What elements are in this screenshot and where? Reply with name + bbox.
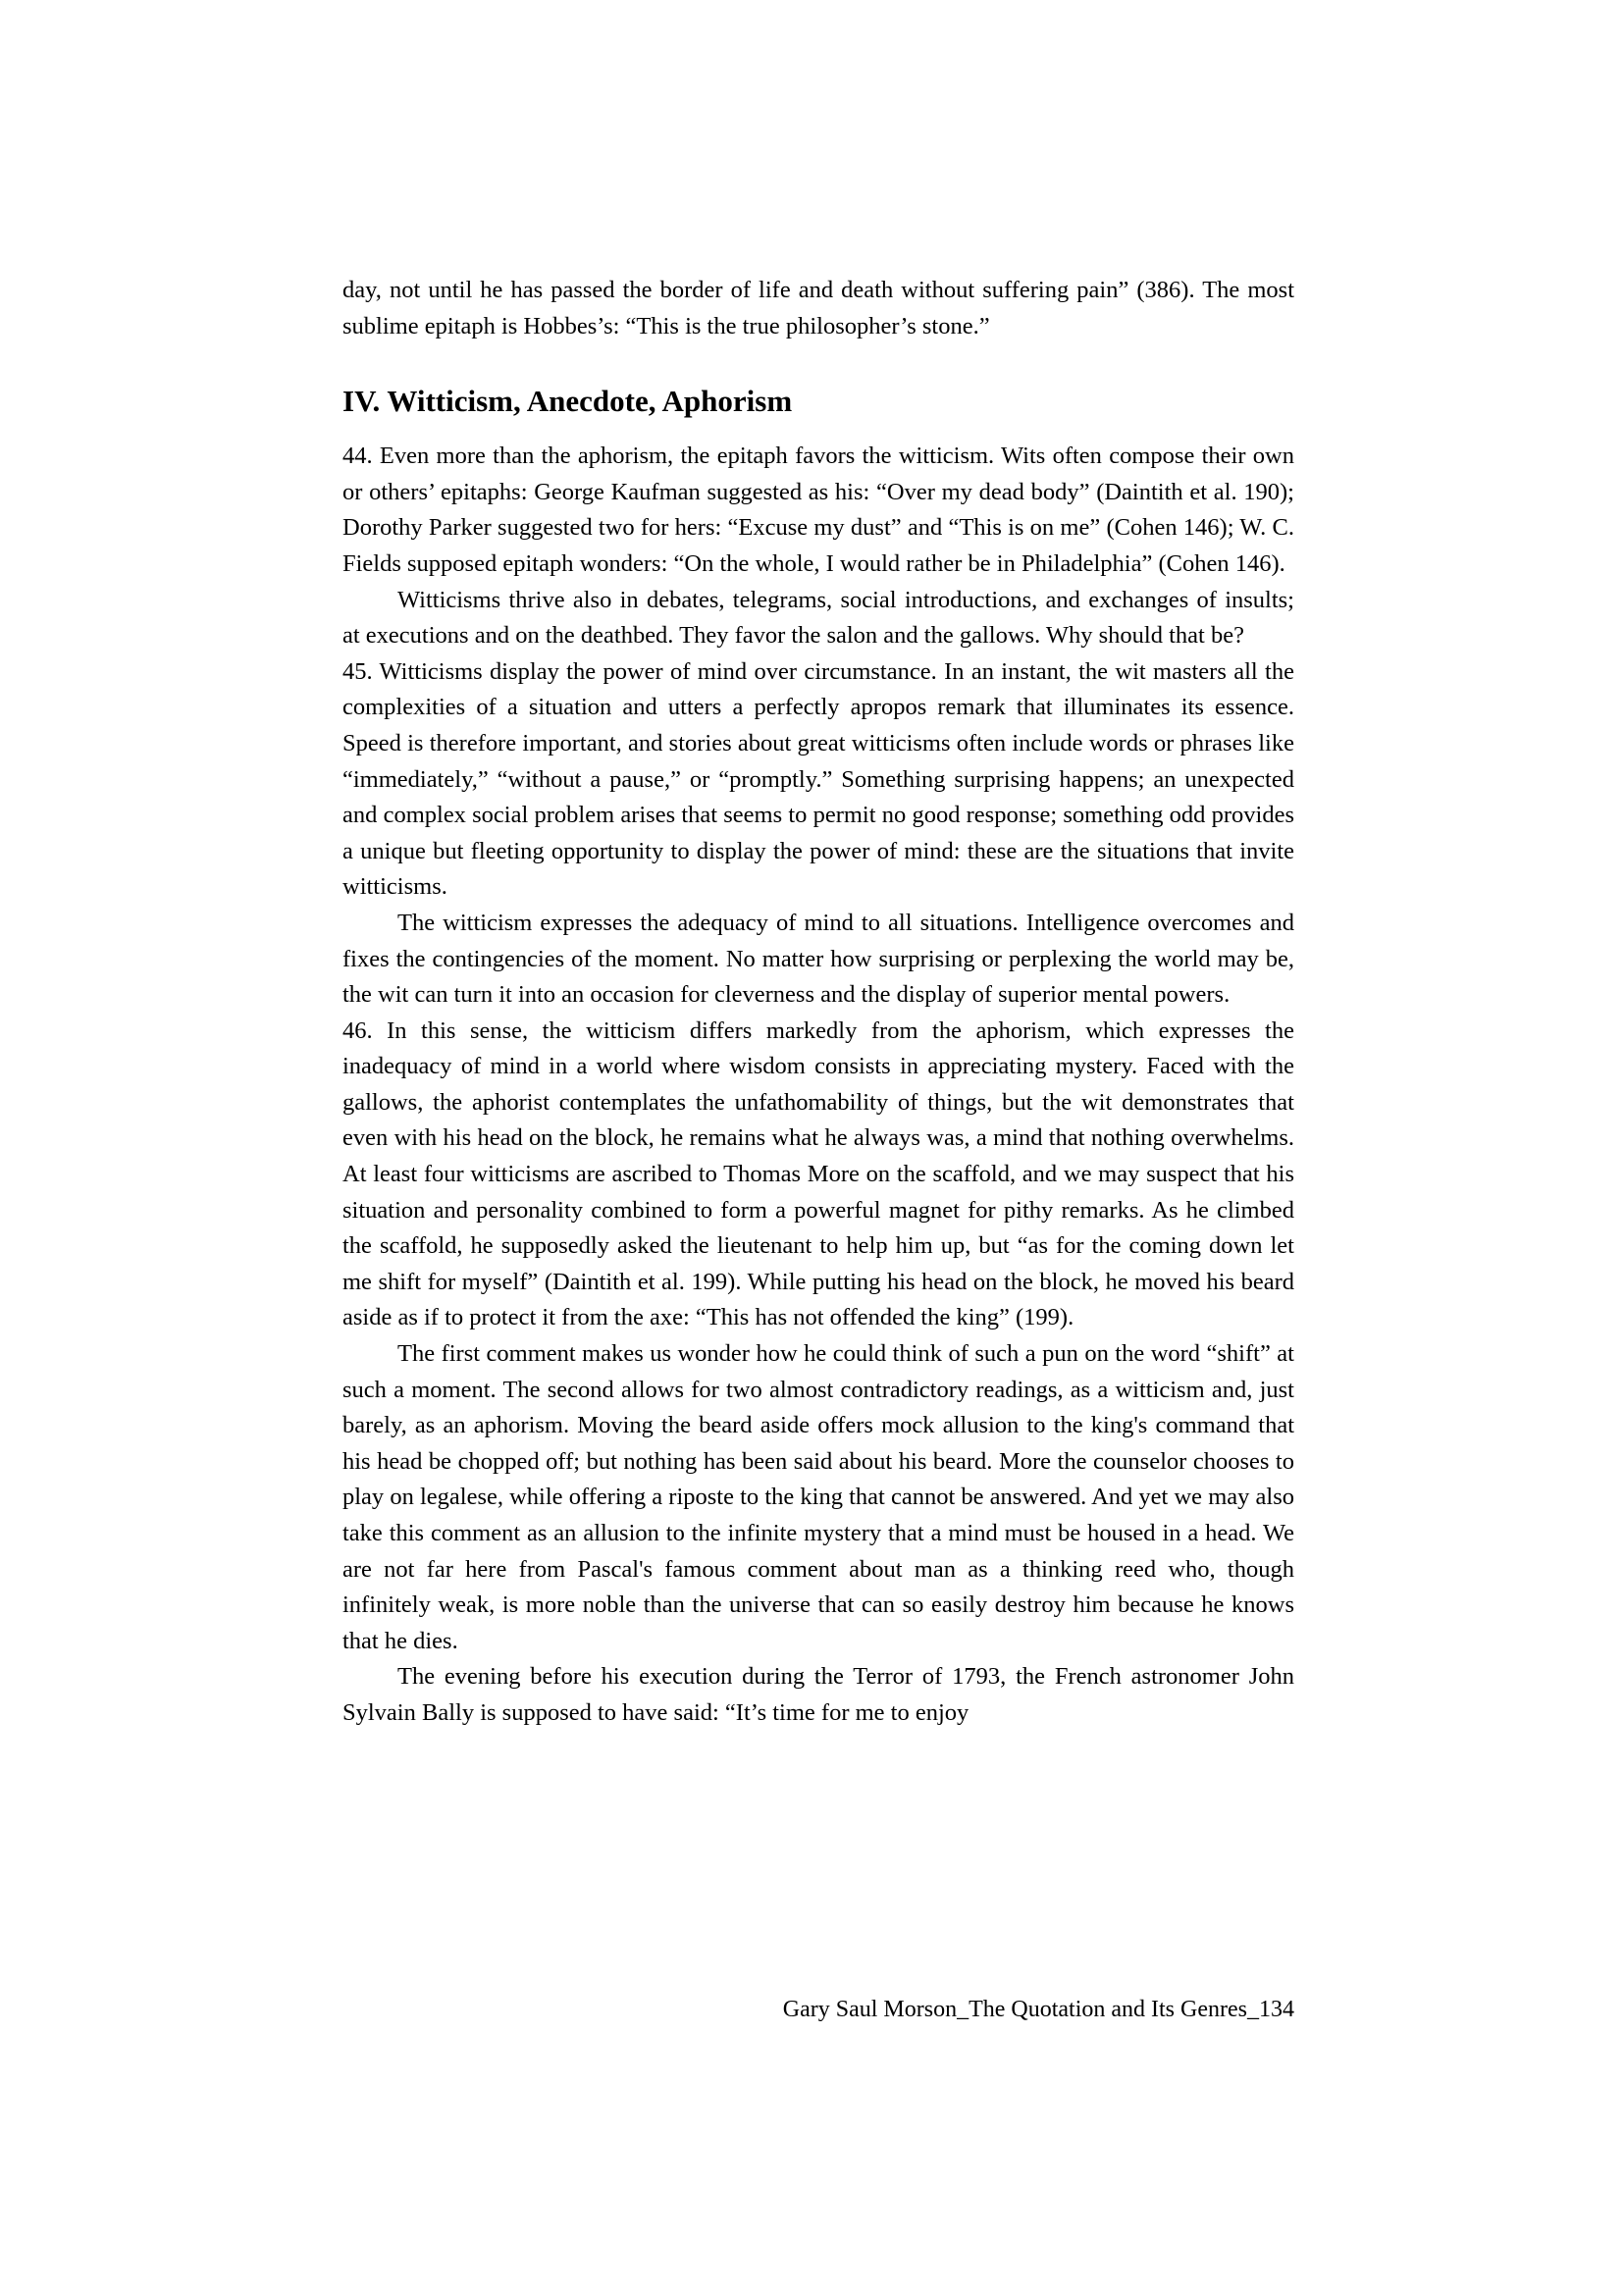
intro-paragraph: day, not until he has passed the border of life and death without suffering pain” (386). The most sublime epitaph is Hobbes’s: “This is the true philosopher’s stone.”: [342, 277, 1294, 339]
page-body: [342, 273, 1294, 1732]
paragraph-44: 44. Even more than the aphorism, the epitaph favors the witticism. Wits often compose their own or others’ epitaphs: George Kaufman suggested as his: “Over my dead body” (Daintith et al. 190); Dorothy Parker suggested two for hers: “Excuse my dust” and “This is on me” (Cohen 146); W. C. Fields supposed epitaph wonders: “On the whole, I would rather be in Philadelphia” (Cohen 146).: [342, 443, 1294, 577]
paragraph-46: 46. In this sense, the witticism differs markedly from the aphorism, which expresses the inadequacy of mind in a world where wisdom consists in appreciating mystery. Faced with the gallows, the aphorist contemplates the unfathomability of things, but the wit demonstrates that even with his head on the block, he remains what he always was, a mind that nothing overwhelms. At least four witticisms are ascribed to Thomas More on the scaffold, and we may suspect that his situation and personality combined to form a powerful magnet for pithy remarks. As he climbed the scaffold, he supposedly asked the lieutenant to help him up, but “as for the coming down let me shift for myself” (Daintith et al. 199). While putting his head on the block, he moved his beard aside as if to protect it from the axe: “This has not offended the king” (199).: [342, 1017, 1294, 1331]
paragraph-witticisms-thrive: Witticisms thrive also in debates, telegrams, social introductions, and exchanges of insults; at executions and on the deathbed. They favor the salon and the gallows. Why should that be?: [342, 586, 1294, 650]
paragraph-first-comment: The first comment makes us wonder how he could think of such a pun on the word “shift” at such a moment. The second allows for two almost contradictory readings, as a witticism and, just barely, as an aphorism. Moving the beard aside offers mock allusion to the king's command that his head be chopped off; but nothing has been said about his beard. More the counselor chooses to play on legalese, while offering a riposte to the king that cannot be answered. And yet we may also take this comment as an allusion to the infinite mystery that a mind must be housed in a head. We are not far here from Pascal's famous comment about man as a thinking reed who, though infinitely weak, is more noble than the universe that can so easily destroy him because he knows that he dies.: [342, 1340, 1294, 1654]
paragraph-45: 45. Witticisms display the power of mind over circumstance. In an instant, the wit masters all the complexities of a situation and utters a perfectly apropos remark that illuminates its essence. Speed is therefore important, and stories about great witticisms often include words or phrases like “immediately,” “without a pause,” or “promptly.” Something surprising happens; an unexpected and complex social problem arises that seems to permit no good response; something odd provides a unique but fleeting opportunity to display the power of mind: these are the situations that invite witticisms.: [342, 657, 1294, 901]
paragraph-evening-before: The evening before his execution during the Terror of 1793, the French astronomer John Sylvain Bally is supposed to have said: “It’s time for me to enjoy: [342, 1663, 1294, 1726]
section-heading: IV. Witticism, Anecdote, Aphorism: [342, 384, 793, 419]
page-footer: Gary Saul Morson_The Quotation and Its Genres_134: [782, 1997, 1294, 2022]
paragraph-witticism-adequacy: The witticism expresses the adequacy of mind to all situations. Intelligence overcomes and fixes the contingencies of the moment. No matter how surprising or perplexing the world may be, the wit can turn it into an occasion for cleverness and the display of superior mental powers.: [342, 909, 1294, 1009]
